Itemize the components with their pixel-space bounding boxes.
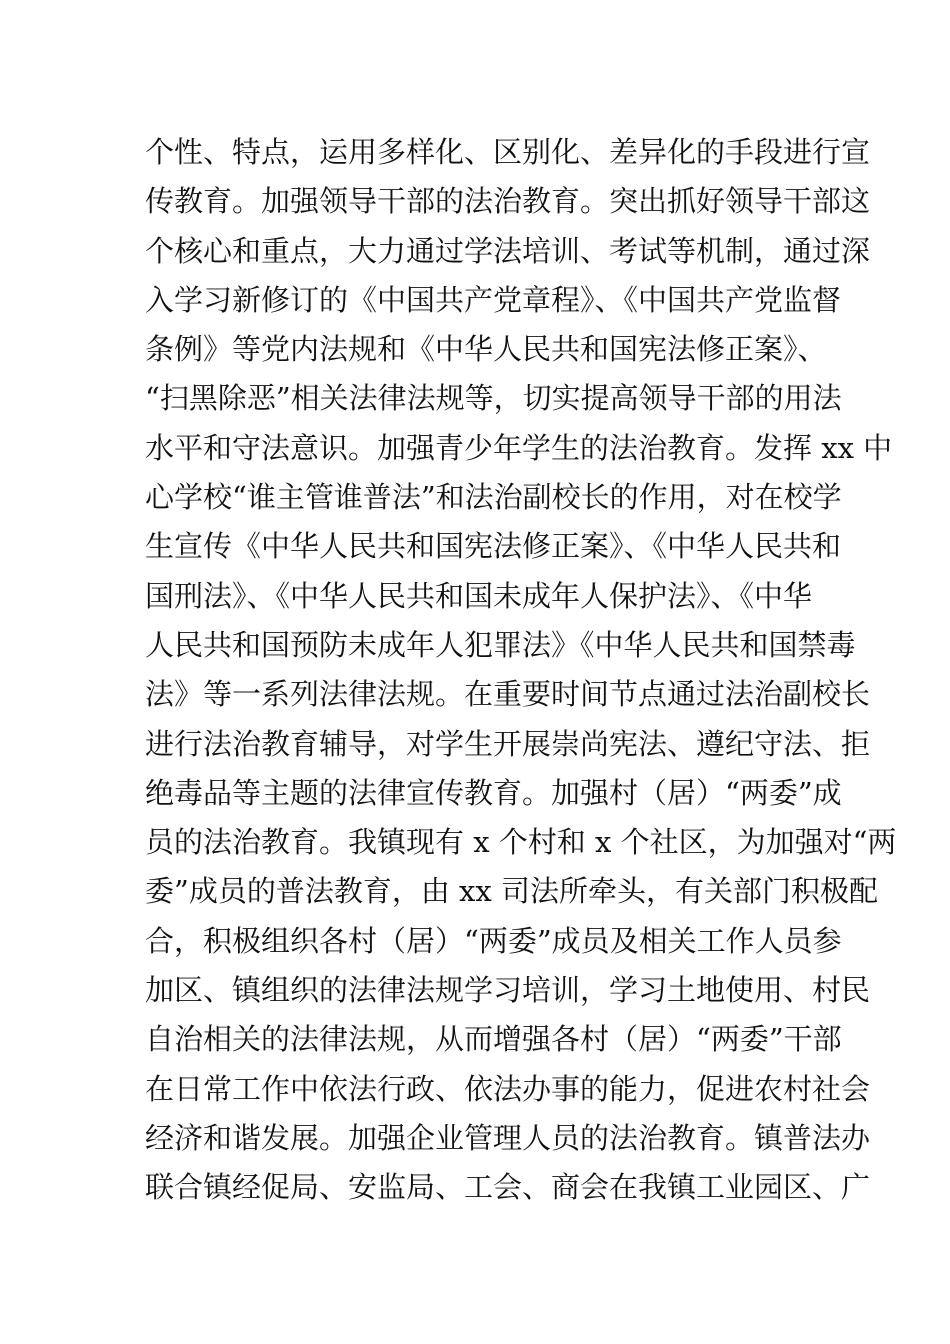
text-line: 进行法治教育辅导，对学生开展崇尚宪法、遵纪守法、拒: [145, 726, 871, 761]
text-line: 人民共和国预防未成年人犯罪法》《中华人民共和国禁毒: [145, 627, 856, 662]
text-line: 合，积极组织各村（居）“两委”成员及相关工作人员参: [145, 923, 842, 958]
text-line: 在日常工作中依法行政、依法办事的能力，促进农村社会: [145, 1071, 871, 1106]
text-line: 个性、特点，运用多样化、区别化、差异化的手段进行宣: [145, 135, 871, 169]
text-line: 条例》等党内法规和《中华人民共和国宪法修正案》、: [145, 332, 827, 367]
text-line: 法》等一系列法律法规。在重要时间节点通过法治副校长: [145, 677, 871, 712]
text-line: 加区、镇组织的法律法规学习培训，学习土地使用、村民: [145, 973, 871, 1008]
text-line: 经济和谐发展。加强企业管理人员的法治教育。镇普法办: [145, 1120, 871, 1155]
text-line: 个核心和重点，大力通过学法培训、考试等机制，通过深: [145, 233, 871, 268]
text-line: 绝毒品等主题的法律宣传教育。加强村（居）“两委”成: [145, 775, 842, 810]
text-line: 传教育。加强领导干部的法治教育。突出抓好领导干部这: [145, 184, 871, 219]
text-line: 联合镇经促局、安监局、工会、商会在我镇工业园区、广: [145, 1170, 871, 1205]
body-paragraph: [145, 128, 897, 1213]
text-line: 国刑法》、《中华人民共和国未成年人保护法》、《中华: [145, 578, 813, 613]
text-line: 自治相关的法律法规，从而增强各村（居）“两委”干部: [145, 1022, 842, 1057]
text-line: 水平和守法意识。加强青少年学生的法治教育。发挥 xx 中: [145, 430, 893, 465]
text-line: 员的法治教育。我镇现有 x 个村和 x 个社区，为加强对“两: [145, 825, 897, 860]
text-line: 心学校“谁主管谁普法”和法治副校长的作用，对在校学: [145, 480, 842, 515]
text-line: 生宣传《中华人民共和国宪法修正案》、《中华人民共和: [145, 529, 842, 564]
text-line: 委”成员的普法教育，由 xx 司法所牵头，有关部门积极配: [145, 874, 878, 909]
text-line: 入学习新修订的《中国共产党章程》、《中国共产党监督: [145, 282, 842, 317]
text-line: “扫黑除恶”相关法律法规等，切实提高领导干部的用法: [145, 381, 842, 416]
